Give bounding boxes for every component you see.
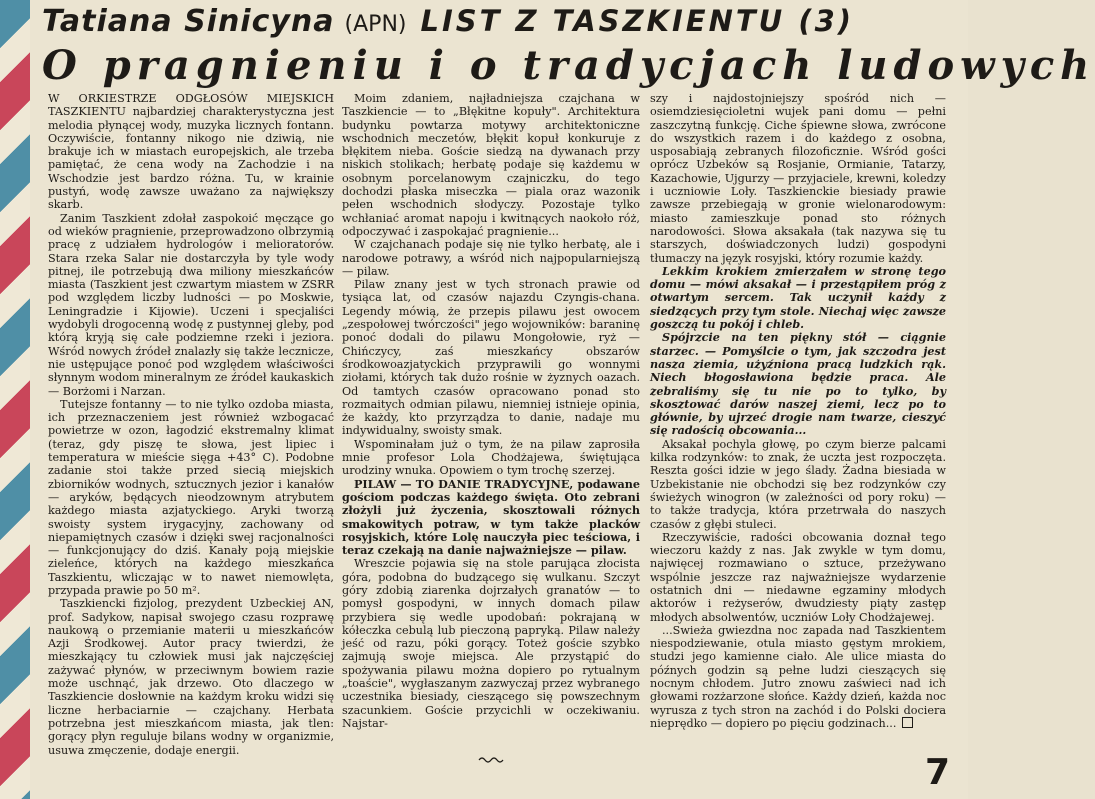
article-headline: O pragnieniu i o tradycjach ludowych [42, 42, 1095, 89]
paragraph: Moim zdaniem, najładniejsza czajchana w Taszkiencie — to „Błękitne kopuły". Architektura budynku powtarza motywy architektoniczne wschodnich meczetów, błękit kopuł konkuruje z błękitem nieba. Goście siedzą na dywanach przy niskich stolikach; herbatę podaje się każdemu w osobnym porcelanowym czajniczku, do tego dochodzi płaska miseczka — piala oraz wazonik pełen wschodnich słodyczy. Pozostaje tylko wchłaniać aromat napoju i kwitnących naokoło róż, odpoczywać i zaspokajać pragnienie... [342, 92, 640, 238]
paragraph: Wspominałam już o tym, że na pilaw zaprosiła mnie profesor Lola Chodżajewa, świętująca urodziny wnuka. Opowiem o tym trochę szerzej. [342, 437, 640, 478]
paragraph: Tutejsze fontanny — to nie tylko ozdoba miasta, ich przeznaczeniem jest również wzbogacać powietrze w ozon, łagodzić ekstremalny klimat (teraz, gdy piszę te słowa, jest lipiec i temperatura w mieście sięga +43° C). Podobne zadanie stoi także przed siecią miejskich zbiorników wodnych, sztucznych jezior i kanałów — aryków, będących nieodzownym atrybutem każdego miasta azjatyckiego. Aryki tworzą swoisty system irygacyjny, zachowany od niepamiętnych czasów i dzięki swej racjonalności — funkcjonujący do dziś. Kanały poją miejskie zieleńce, których na każdego mieszkańca Taszkientu, wliczając w to nawet niemowlęta, przypada prawie po 50 m². [48, 397, 334, 597]
quote-paragraph: Lekkim krokiem zmierzałem w stronę tego domu — mówi aksakał — i przestąpiłem próg z otwartym sercem. Tak uczynił każdy z siedzących przy tym stole. Niechaj więc zawsze goszczą tu pokój i chleb. [650, 263, 946, 332]
paragraph: W czajchanach podaje się nie tylko herbatę, ale i narodowe potrawy, a wśród nich najpopularniejszą — pilaw. [342, 238, 640, 278]
decorative-squiggle-icon [478, 756, 504, 764]
paragraph: Zanim Taszkient zdołał zaspokoić męczące go od wieków pragnienie, przeprowadzono olbrzymią pracę z udziałem hydrologów i melioratorów. Stara rzeka Salar nie dostarczyła by tyle wody pitnej, ile potrzebują dwa miliony mieszkańców miasta (Taszkient jest czwartym miastem w ZSRR pod względem liczby ludności — po Moskwie, Leningradzie i Kijowie). Uczeni i specjaliści wydobyli drogocenną wodę z pustynnej gleby, pod którą kryją się całe podziemne rzeki i jeziora. Wśród nowych źródeł znalazły się także lecznicze, nie ustępujące ponoć pod względem właściwości słynnym wodom mineralnym ze źródeł kaukaskich — Borżomi i Narzan. [48, 211, 334, 398]
quote-paragraph: Spójrzcie na ten piękny stół — ciągnie starzec. — Pomyślcie o tym, jak szczodra jest nasza ziemia, użyźniona pracą ludzkich rąk. Niech błogosławiona będzie praca. Ale zebraliśmy się tu nie po to tylko, by skosztować darów naszej ziemi, lecz po to głównie, by ujrzeć drogie nam twarze, cieszyć się radością obcowania... [650, 330, 946, 438]
section-subheading-paragraph: PILAW — TO DANIE TRADYCYJNE, podawane gościom podczas każdego święta. Oto zebrani złożyli już życzenia, skosztowali różnych smakowitych potraw, w tym także placków rosyjskich, które Lolę nauczyła piec teściowa, i teraz czekają na danie najważniejsze — pilaw. [342, 476, 640, 558]
author-name: Tatiana Sinicyna [42, 4, 335, 39]
page-number: 7 [924, 752, 950, 793]
paragraph: W ORKIESTRZE ODGŁOSÓW MIEJSKICH TASZKIENTU najbardziej charakterystyczna jest melodia płynącej wody, muzyka licznych fontann. Oczywiście, fontanny nikogo nie dziwią, nie brakuje ich w miastach europejskich, ale trzeba pamiętać, że cena wody na Zachodzie i na Wschodzie jest bardzo różna. Tu, w krainie pustyń, wodę zawsze uważano za największy skarb. [48, 92, 334, 212]
closing-paragraph [650, 624, 946, 730]
paragraph: szy i najdostojniejszy spośród nich — osiemdziesięcioletni wujek pani domu — pełni zaszczytną funkcję. Ciche śpiewne słowa, zwrócone do wszystkich razem i do każdego z osobna, usposabiają zebranych filozoficznie. Wśród gości oprócz Uzbeków są Rosjanie, Ormianie, Tatarzy, Kazachowie, Ujgurzy — przyjaciele, krewni, koledzy i uczniowie Loły. Taszkienckie biesiady prawie zawsze przebiegają w gronie wielonarodowym: miasto zamieszkuje ponad sto różnych narodowości. Słowa aksakała (tak nazywa się tu starszych, doświadczonych ludzi) gospodyni tłumaczy na język rosyjski, który rozumie każdy. [650, 92, 946, 265]
paragraph: Rzeczywiście, radości obcowania doznał tego wieczoru każdy z nas. Jak zwykle w tym domu, najwięcej rozmawiano o sztuce, przeżywano wspólnie jeszcze raz najważniejsze wydarzenie ostatnich dni — niedawne egzaminy młodych aktorów i reżyserów, dwudziesty piąty zastęp młodych absolwentów, uczniów Loły Chodżajewej. [650, 530, 946, 624]
article-header [42, 4, 1095, 89]
text-column-3 [650, 92, 946, 730]
text-column-1 [48, 92, 334, 757]
paragraph: Wreszcie pojawia się na stole parująca złocista góra, podobna do budzącego się wulkanu. Szczyt góry zdobią ziarenka dojrzałych granatów — to pomysł gospodyni, w innych domach pilaw przybiera się wedle upodobań: pokrajaną w kółeczka cebulą lub pieczoną papryką. Pilaw należy jeść od razu, póki gorący. Toteż goście szybko zajmują swoje miejsca. Ale przystąpić do spożywania pilawu można dopiero po rytualnym „toaście", wygłaszanym zazwyczaj przez wybranego uczestnika biesiady, cieszącego się powszechnym szacunkiem. Goście przycichli w oczekiwaniu. Najstar- [342, 557, 640, 730]
paragraph: Aksakał pochyla głowę, po czym bierze palcami kilka rodzynków: to znak, że uczta jest rozpoczęta. Reszta gości idzie w jego ślady. Żadna biesiada w Uzbekistanie nie obchodzi się bez rodzynków czy świeżych winogron (w zależności od pory roku) — to także tradycja, która przetrwała do naszych czasów z głębi stuleci. [650, 437, 946, 531]
byline-row [42, 4, 854, 39]
paragraph: Taszkiencki fizjolog, prezydent Uzbeckiej AN, prof. Sadykow, napisał swojego czasu rozprawę naukową o przemianie materii u mieszkańców Azji Środkowej. Autor pracy twierdzi, że mieszkający tu człowiek musi jak najczęściej zażywać płynów, w przeciwnym bowiem razie może uschnąć, jak drzewo. Oto dlaczego w Taszkiencie dosłownie na każdym kroku widzi się liczne herbaciarnie — czajchany. Herbata potrzebna jest mieszkańcom miasta, jak tlen: gorący płyn reguluje bilans wodny w organizmie, usuwa zmęczenie, dodaje energii. [48, 597, 334, 757]
closing-text: ...Swieża gwiezdna noc zapada nad Taszkientem niespodziewanie, otula miasto gęstym mrokiem, studzi jego kamienne ciało. Ale ulice miasta do późnych godzin są pełne ludzi cieszących się nocnym chłodem. Jutro znowu zaświeci nad ich głowami rozżarzone słońce. Każdy dzień, każda noc wyrusza z tych stron na zachód i do Polski dociera nieprędko — dopiero po pięciu godzinach... [650, 623, 946, 730]
series-title: LIST Z TASZKIENTU (3) [420, 4, 855, 38]
agency-label: (APN) [344, 12, 407, 37]
paragraph: Pilaw znany jest w tych stronach prawie od tysiąca lat, od czasów najazdu Czyngis-chana. Legendy mówią, że przepis pilawu jest owocem „zespołowej twórczości" jego wojowników: baraninę ponoć dodali do pilawu Mongołowie, ryż — Chińczycy, zaś mieszkańcy obszarów środkowoazjatyckich przyprawili go wonnymi ziołami, których tak dużo rośnie w żyznych oazach. Od tamtych czasów opracowano ponad sto rozmaitych odmian pilawu, niemniej istnieje opinia, że każdy, kto przyrządza to danie, nadaje mu indywidualny, swoisty smak. [342, 278, 640, 438]
airmail-stripe-border [0, 0, 30, 799]
text-column-2 [342, 92, 640, 730]
end-of-article-mark-icon [902, 717, 913, 728]
